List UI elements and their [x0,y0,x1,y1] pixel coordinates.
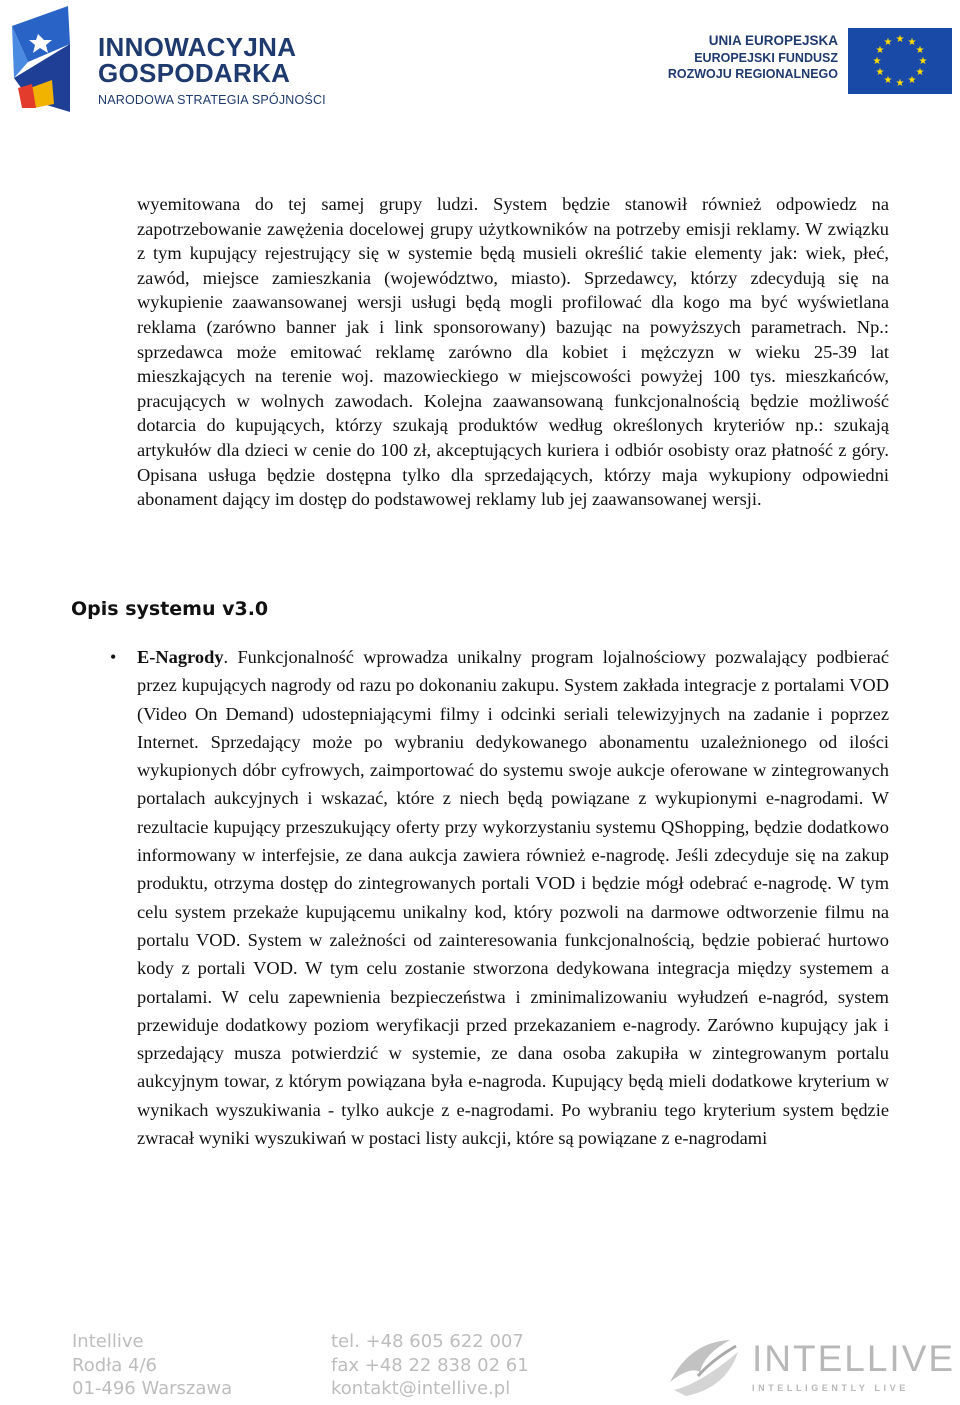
svg-text:★: ★ [883,75,893,86]
svg-text:★: ★ [915,45,925,56]
intellive-name: INTELLIVE [752,1338,956,1379]
innowacyjna-gospodarka-logo [8,4,348,114]
eu-flag-icon [848,28,952,94]
footer-company: Intellive [72,1331,144,1352]
footer-fax: fax +48 22 838 02 61 [331,1354,529,1376]
eu-line3: ROZWOJU REGIONALNEGO [667,67,838,81]
svg-text:★: ★ [907,75,917,86]
ig-title [98,34,296,86]
section-heading: Opis systemu v3.0 [71,598,269,620]
eu-logo [656,28,956,96]
footer-contact [331,1330,529,1401]
ig-title-line2: GOSPODARKA [98,58,291,88]
svg-text:★: ★ [895,78,905,89]
list-item-text [137,643,889,1152]
svg-text:★: ★ [895,34,905,45]
ig-subtitle: NARODOWA STRATEGIA SPÓJNOŚCI [98,93,326,107]
intellive-logo [660,1332,960,1402]
list-item [110,643,889,1152]
page-footer [0,1330,960,1405]
intellive-mark-icon [660,1332,746,1402]
svg-text:★: ★ [883,37,893,48]
footer-city: 01-496 Warszawa [72,1378,233,1399]
list-item-description: . Funkcjonalność wprowadza unikalny program lojalnościowy pozwalający podbierać przez kupujących nagrody od razu po dokonaniu zakupu. System zakłada integracje z portalami VOD (Video On Demand) udostepniającymi filmy i odcinki seriali telewizyjnych na zadanie i poprzez Internet. Sprzedający może po wybraniu dedykowanego abonamentu uzależnionego od ilości wykupionych dóbr cyfrowych, zaimportować do systemu swoje aukcje oferowane w zintegrowanych portalach aukcyjnych i wskazać, które z niech będą powiązane z wykupionymi e-nagrodami. W rezultacie kupujący przeszukujący oferty przy wykorzystaniu systemu QShopping, będzie dodatkowo informowany w interfejsie, ze dana aukcja zawiera również e-nagrodę. Jeśli zdecyduje się na zakup produktu, otrzyma dostęp do zintegrowanych portali VOD i będzie mógł odebrać e-nagrodę. W tym celu system przekaże kupującemu unikalny kod, który pozwoli na darmowe odtworzenie filmu na portalu VOD. System w zależności od zainteresowania funkcjonalnością, będzie pobierać hurtowo kody z portali VOD. W tym celu zostanie stworzona dedykowana integracja między systemem a portalami. W celu zapewnienia bezpieczeństwa i zminimalizowaniu wyłudzeń e-nagród, system przewiduje dodatkowy poziom weryfikacji przed przekazaniem e-nagrody. Zarówno kupujący jak i sprzedający musza potwierdzić w systemie, ze dana osoba zakupiła w zintegrowanym portalu aukcyjnym towar, z którym powiązana była e-nagroda. Kupujący będą mieli dodatkowe kryterium w wynikach wyszukiwania - tylko aukcje z e-nagrodami. Po wybraniu tego kryterium system będzie zwracał wyniki wyszukiwań w postaci listy aukcji, które są powiązane z e-nagrodami [137,647,889,1149]
eu-line2: EUROPEJSKI FUNDUSZ [694,51,838,65]
svg-text:★: ★ [875,45,885,56]
svg-text:★: ★ [915,67,925,78]
list-item-term: E-Nagrody [137,647,224,667]
intellive-tagline: INTELLIGENTLY LIVE [752,1383,909,1393]
eu-text [668,32,838,82]
bullet-icon: • [110,647,117,667]
ig-title-line1: INNOWACYJNA [98,32,297,62]
page-header [0,0,960,120]
svg-text:★: ★ [875,67,885,78]
svg-text:★: ★ [872,56,882,67]
body-paragraph: wyemitowana do tej samej grupy ludzi. System będzie stanowił również odpowiedz na zapotrzebowanie zawężenia docelowej grupy użytkowników na potrzeby emisji reklamy. W związku z tym kupujący rejestrujący się w systemie będą musieli określić takie elementy jak: wiek, płeć, zawód, miejsce zamieszkania (województwo, miasto). Sprzedawcy, którzy zdecydują się na wykupienie zaawansowanej wersji usługi będą mogli profilować dla kogo ma być wyświetlana reklama (zarówno banner jak i link sponsorowany) bazując na powyższych parametrach. Np.: sprzedawca może emitować reklamę zarówno dla kobiet i mężczyzn w wieku 25-39 lat mieszkających na terenie woj. mazowieckiego w miejscowości powyżej 100 tys. mieszkańców, pracujących w wolnych zawodach. Kolejna zaawansowaną funkcjonalnością będzie możliwość dotarcia do kupujących, którzy szukają produktów według określonych kryteriów np.: szukają artykułów dla dzieci w cenie do 100 zł, akceptujących kuriera i odbiór osobisty oraz płatność z góry. Opisana usługa będzie dostępna tylko dla sprzedających, którzy maja wykupiony odpowiedni abonament dający im dostęp do podstawowej reklamy lub jej zaawansowanej wersji. [137,194,889,510]
feature-list [110,643,889,1152]
footer-street: Rodła 4/6 [72,1354,157,1376]
svg-text:★: ★ [907,37,917,48]
footer-phone: tel. +48 605 622 007 [331,1331,524,1352]
footer-address [72,1330,232,1401]
body-content [137,192,889,512]
svg-text:★: ★ [918,56,928,67]
innowacyjna-gospodarka-mark-icon [8,4,92,114]
eu-line1: UNIA EUROPEJSKA [708,33,838,48]
footer-email[interactable]: kontakt@intellive.pl [331,1378,511,1399]
